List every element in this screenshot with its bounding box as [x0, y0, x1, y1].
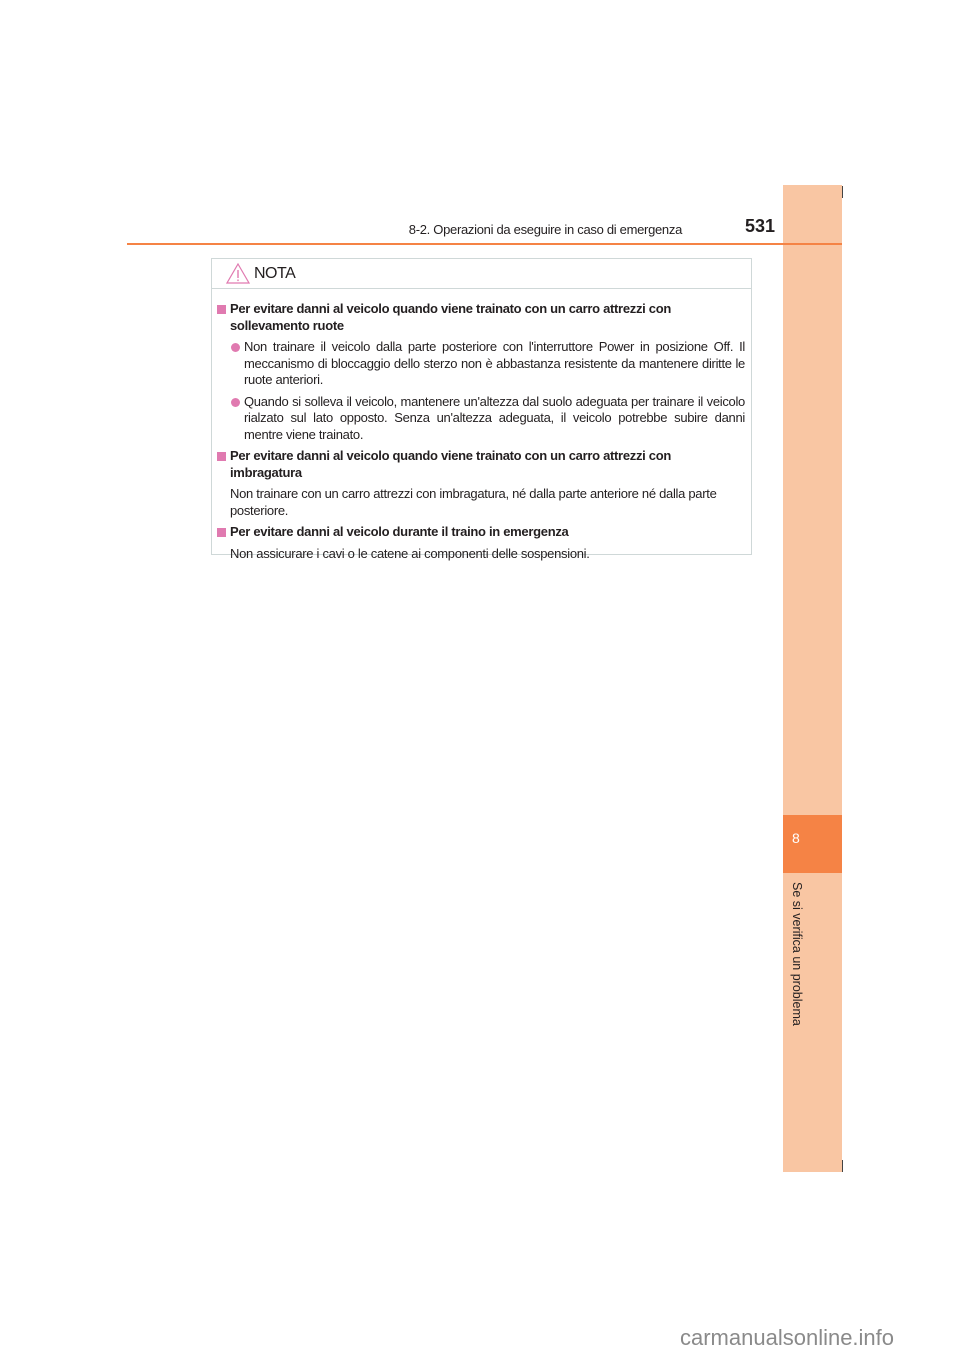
notice-bullet: Non trainare il veicolo dalla parte posteriore con l'interruttore Power in posizione Off. Il meccanismo di bloccaggio dello sterzo non è abbastanza resistente da mantenere diritte le ruote anteriori. — [216, 339, 745, 389]
chapter-number: 8 — [792, 830, 800, 846]
watermark: carmanualsonline.info — [680, 1325, 895, 1350]
warning-icon — [226, 263, 250, 284]
header-divider — [127, 243, 842, 245]
notice-text: Non assicurare i cavi o le catene ai componenti delle sospensioni. — [230, 545, 590, 561]
page-number: 531 — [745, 216, 776, 236]
notice-heading: Per evitare danni al veicolo quando viene trainato con un carro attrezzi con imbragatura — [216, 448, 745, 481]
notice-heading: Per evitare danni al veicolo quando viene trainato con un carro attrezzi con sollevamento ruote — [216, 301, 745, 334]
notice-box — [211, 258, 752, 561]
notice-header — [212, 259, 751, 289]
crop-mark — [842, 186, 843, 198]
notice-heading: Per evitare danni al veicolo durante il traino in emergenza — [216, 524, 745, 541]
chapter-title: Se si verifica un problema — [790, 882, 804, 1026]
notice-text: Non trainare con un carro attrezzi con imbragatura, né dalla parte anteriore né dalla parte posteriore. — [230, 486, 717, 518]
crop-mark — [842, 1160, 843, 1172]
notice-title: NOTA — [254, 264, 296, 282]
section-title: 8-2. Operazioni da eseguire in caso di emergenza — [408, 222, 682, 237]
notice-bullet: Quando si solleva il veicolo, mantenere un'altezza dal suolo adeguata per trainare il veicolo rialzato sul lato opposto. Senza un'altezza adeguata, il veicolo potrebbe subire danni mentre viene trainato. — [216, 394, 745, 444]
